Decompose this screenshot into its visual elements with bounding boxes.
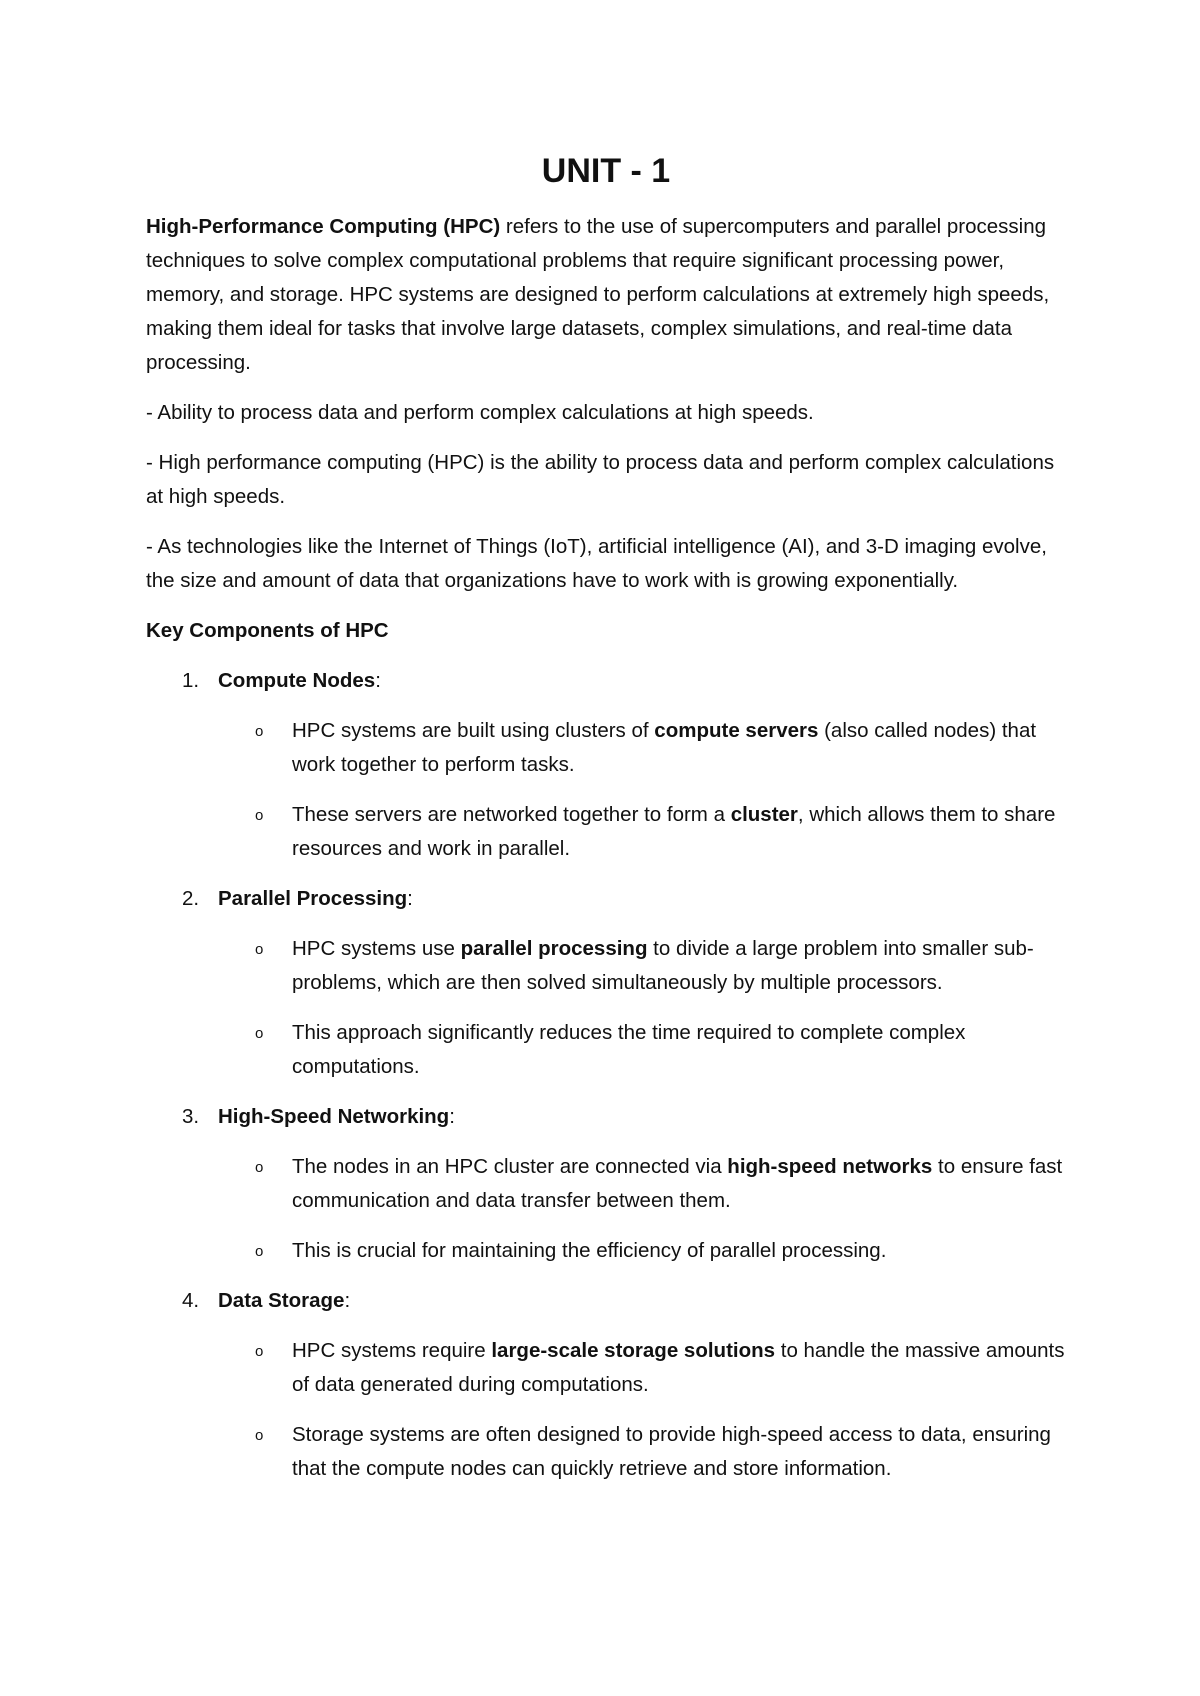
component-title: Data Storage [218, 1289, 345, 1312]
bullet-marker: o [255, 1159, 264, 1176]
component-bullet [146, 1334, 1066, 1402]
bullet-text: This is crucial for maintaining the efficiency of parallel processing. [292, 1239, 887, 1262]
bullet-text: , which allows them to share resources and work in parallel. [292, 803, 1056, 860]
section-heading: Key Components of HPC [146, 619, 389, 642]
bullet-text: to divide a large problem into smaller sub-problems, which are then solved simultaneously by multiple processors. [292, 937, 1034, 994]
bullet-bold: compute servers [654, 719, 819, 742]
bullet-marker: o [255, 1343, 264, 1360]
bullet-bold: cluster [730, 803, 798, 826]
intro-paragraph [146, 210, 1066, 380]
component-number: 3. [182, 1105, 200, 1128]
bullet-text: HPC systems are built using clusters of [292, 719, 655, 742]
bullet-text: The nodes in an HPC cluster are connected via [292, 1155, 728, 1178]
component-bullet [146, 1016, 1066, 1084]
component-title: Compute Nodes [218, 669, 376, 692]
intro-term: High-Performance Computing (HPC) [146, 215, 501, 238]
bullet-marker: o [255, 941, 264, 958]
bullet-marker: o [255, 723, 264, 740]
bullet-marker: o [255, 1427, 264, 1444]
point-1: - Ability to process data and perform complex calculations at high speeds. [146, 401, 814, 424]
component-item [146, 1284, 1066, 1318]
component-number: 4. [182, 1289, 200, 1312]
component-title: Parallel Processing [218, 887, 408, 910]
bullet-text: This approach significantly reduces the time required to complete complex computations. [292, 1021, 966, 1078]
bullet-text: HPC systems use [292, 937, 461, 960]
component-suffix: : [344, 1289, 351, 1312]
point-2: - High performance computing (HPC) is the ability to process data and perform complex calculations at high speeds. [146, 451, 1055, 508]
bullet-marker: o [255, 1025, 264, 1042]
document-title: UNIT - 1 [541, 152, 671, 190]
component-bullet [146, 932, 1066, 1000]
component-bullet [146, 1234, 1066, 1268]
bullet-text: (also called nodes) that work together to perform tasks. [292, 719, 1037, 776]
bullet-text: These servers are networked together to form a [292, 803, 731, 826]
component-number: 1. [182, 669, 200, 692]
component-item [146, 664, 1066, 698]
intro-text: refers to the use of supercomputers and parallel processing techniques to solve complex computational problems that require significant processing power, memory, and storage. HPC systems are designed to perform calculations at extremely high speeds, making them ideal for tasks that involve large datasets, complex simulations, and real-time data processing. [146, 215, 1050, 374]
component-item [146, 1100, 1066, 1134]
bullet-marker: o [255, 1243, 264, 1260]
component-suffix: : [375, 669, 381, 692]
component-number: 2. [182, 887, 200, 910]
bullet-text: Storage systems are often designed to provide high-speed access to data, ensuring that the compute nodes can quickly retrieve and store information. [292, 1423, 1051, 1480]
component-bullet [146, 1150, 1066, 1218]
bullet-marker: o [255, 807, 264, 824]
document-content [146, 150, 1066, 1502]
component-bullet [146, 798, 1066, 866]
bullet-text: to ensure fast communication and data transfer between them. [292, 1155, 1063, 1212]
bullet-bold: high-speed networks [727, 1155, 933, 1178]
bullet-text: HPC systems require [292, 1339, 492, 1362]
component-item [146, 882, 1066, 916]
component-title: High-Speed Networking [218, 1105, 450, 1128]
component-suffix: : [449, 1105, 455, 1128]
component-suffix: : [407, 887, 413, 910]
bullet-bold: large-scale storage solutions [491, 1339, 776, 1362]
component-bullet [146, 1418, 1066, 1486]
bullet-bold: parallel processing [460, 937, 648, 960]
bullet-text: to handle the massive amounts of data generated during computations. [292, 1339, 1065, 1396]
component-bullet [146, 714, 1066, 782]
point-3: - As technologies like the Internet of Things (IoT), artificial intelligence (AI), and 3-D imaging evolve, the size and amount of data that organizations have to work with is growing exponentially. [146, 535, 1047, 592]
